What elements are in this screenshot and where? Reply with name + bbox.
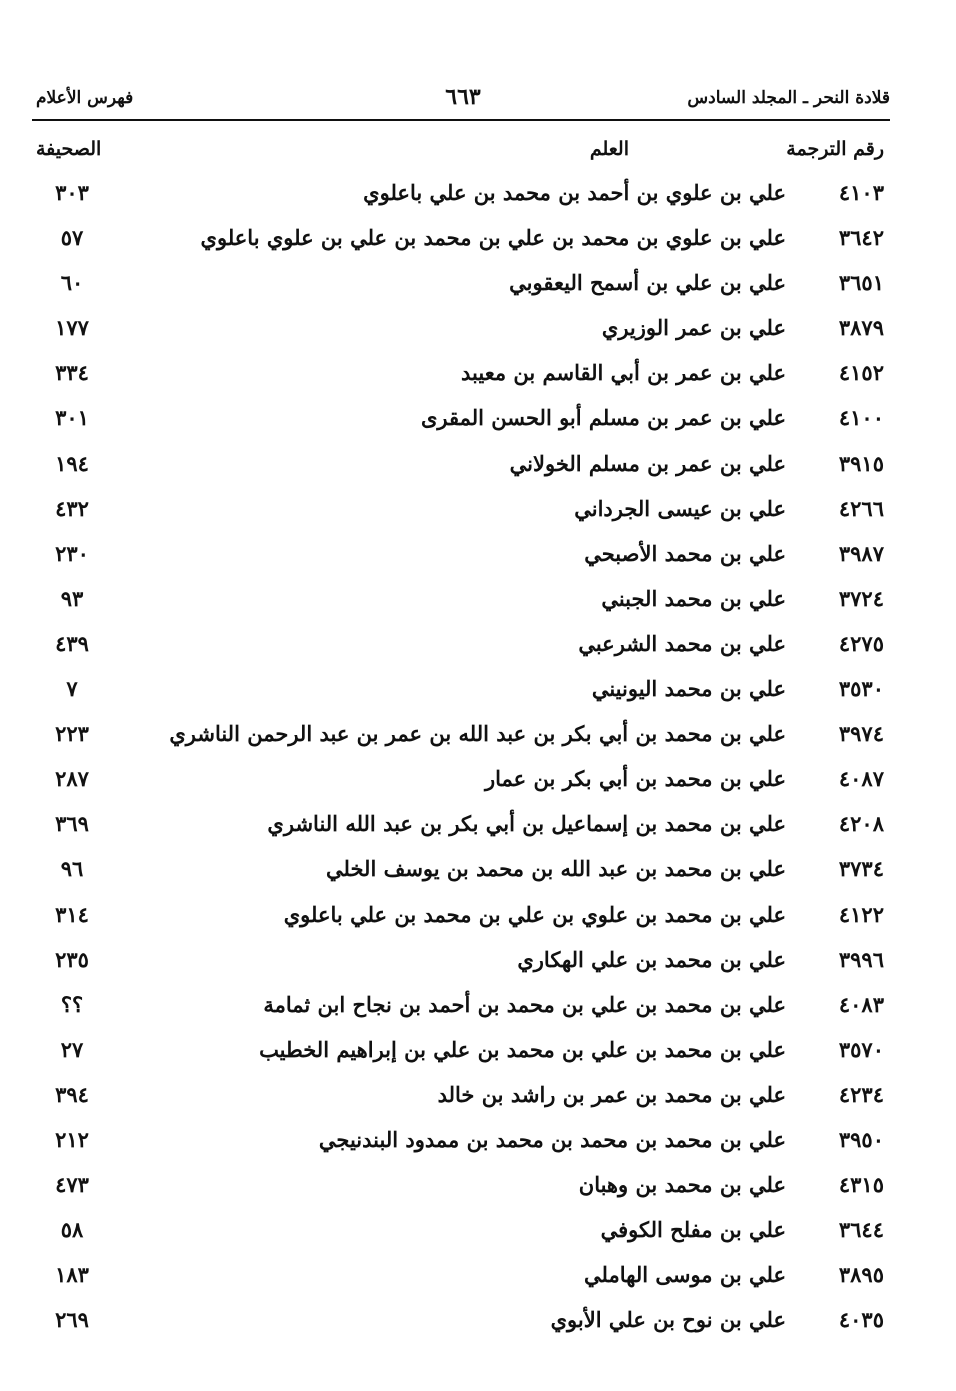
entry-page: ٢٦٩ [55, 1307, 89, 1333]
entry-number: ٣٨٩٥ [838, 1262, 884, 1288]
index-entry [36, 578, 884, 623]
entry-page: ٥٧ [60, 225, 84, 251]
index-entry [36, 533, 884, 578]
entry-number: ٤١٥٢ [838, 360, 884, 386]
index-entry [36, 939, 884, 984]
entry-page: ١٨٣ [55, 1262, 89, 1288]
column-header-page: الصحيفة [36, 138, 102, 160]
header-rule [32, 119, 890, 121]
entry-number: ٤٠٨٣ [838, 991, 884, 1017]
column-headers [36, 134, 884, 168]
entry-page: ٤٣٩ [55, 630, 89, 656]
entry-name: علي بن محمد بن محمد بن محمد بن ممدود البندنيجي [318, 1126, 786, 1152]
index-entry [36, 1119, 884, 1164]
index-entry [36, 623, 884, 668]
entry-number: ٤٠٣٥ [838, 1307, 884, 1333]
entry-page: ٧ [66, 676, 78, 702]
entry-page: ٣٠٣ [55, 180, 89, 205]
entry-page: ٤٣٢ [55, 495, 89, 521]
index-entry [36, 848, 884, 893]
entry-number: ٣٩١٥ [838, 450, 884, 476]
running-head [36, 82, 890, 118]
index-entry [36, 1164, 884, 1209]
index-entry [36, 758, 884, 803]
entry-number: ٤١٠٣ [838, 180, 884, 205]
entry-number: ٤٢٦٦ [838, 495, 884, 521]
entry-page: ٣٦٩ [55, 811, 89, 837]
index-entry [36, 984, 884, 1029]
entry-page: ٣٩٤ [55, 1081, 89, 1107]
entry-number: ٣٦٤٢ [838, 225, 884, 251]
index-entry [36, 172, 884, 217]
entry-name: علي بن عمر بن مسلم الخولاني [509, 450, 786, 476]
entry-name: علي بن نوح بن علي الأبوي [550, 1307, 786, 1333]
entry-page: ٩٣ [60, 585, 84, 611]
entry-name: علي بن محمد اليونيني [591, 676, 786, 702]
entry-number: ٣٩٥٠ [838, 1126, 884, 1152]
page-number: ٦٦٣ [445, 84, 481, 110]
entry-name: علي بن محمد الجبني [601, 585, 786, 611]
entry-name: علي بن محمد الشرعبي [578, 630, 786, 656]
entry-number: ٤١٠٠ [838, 405, 884, 431]
entry-name: علي بن محمد بن أبي بكر بن عبد الله بن عمر بن عبد الرحمن الناشري [169, 721, 786, 747]
index-entry [36, 262, 884, 307]
entry-page: ١٩٤ [55, 450, 89, 476]
index-entry [36, 307, 884, 352]
entry-page: ٥٨ [60, 1217, 84, 1243]
entry-name: علي بن محمد بن عبد الله بن محمد بن يوسف الخلي [326, 856, 786, 882]
index-entry [36, 1254, 884, 1299]
index-entry [36, 443, 884, 488]
entry-name: علي بن محمد الأصبحي [584, 540, 786, 566]
entry-page: ٢٧ [60, 1036, 84, 1062]
entry-name: علي بن محمد بن أبي بكر بن عمار [484, 766, 786, 792]
entry-page: ٤٧٣ [55, 1172, 89, 1198]
entry-number: ٣٩٧٤ [838, 721, 884, 747]
entry-name: علي بن علوي بن محمد بن علي بن محمد بن علي بن علوي باعلوي [200, 225, 786, 251]
entry-number: ٣٧٢٤ [838, 585, 884, 611]
index-entry [36, 217, 884, 262]
index-entry [36, 803, 884, 848]
entry-name: علي بن علي بن أسمح اليعقوبي [509, 270, 786, 296]
index-entry [36, 1029, 884, 1074]
entry-name: علي بن مفلح الكوفي [600, 1217, 786, 1243]
entry-number: ٤٢٧٥ [838, 630, 884, 656]
index-entry [36, 713, 884, 758]
book-title: قلادة النحر ـ المجلد السادس [687, 88, 890, 108]
entry-page: ٦٠ [60, 270, 84, 296]
entry-page: ٣٣٤ [55, 360, 89, 386]
entry-name: علي بن محمد بن علوي بن علي بن محمد بن علي باعلوي [283, 901, 786, 927]
entry-number: ٣٧٣٤ [838, 856, 884, 882]
entry-number: ٣٥٣٠ [838, 676, 884, 702]
index-entry [36, 1299, 884, 1344]
entry-page: ٣١٤ [55, 901, 89, 927]
entry-number: ٣٩٨٧ [838, 540, 884, 566]
entry-name: علي بن محمد بن وهبان [578, 1172, 786, 1198]
entry-page: ٢٣٥ [55, 946, 89, 972]
column-header-number: رقم الترجمة [786, 138, 884, 160]
index-entry [36, 352, 884, 397]
index-entry [36, 1209, 884, 1254]
entry-name: علي بن عمر الوزيري [601, 315, 786, 341]
entry-name: علي بن محمد بن علي بن محمد بن علي بن إبراهيم الخطيب [259, 1036, 786, 1062]
entry-name: علي بن موسى الهاملي [584, 1262, 786, 1288]
index-entry [36, 1074, 884, 1119]
entry-name: علي بن علوي بن أحمد بن محمد بن علي باعلوي [363, 180, 786, 205]
entry-number: ٤٢٣٤ [838, 1081, 884, 1107]
entry-name: علي بن محمد بن إسماعيل بن أبي بكر بن عبد الله الناشري [267, 811, 786, 837]
index-entry [36, 894, 884, 939]
entry-number: ٣٨٧٩ [838, 315, 884, 341]
entry-page: ٢٣٠ [55, 540, 89, 566]
entry-page: ٢١٢ [55, 1126, 89, 1152]
entry-number: ٤٣١٥ [838, 1172, 884, 1198]
entry-page: ٣٠١ [55, 405, 89, 431]
index-entries [36, 172, 884, 1344]
entry-name: علي بن محمد بن علي الهكاري [517, 946, 786, 972]
entry-page: ٩٦ [60, 856, 84, 882]
entry-name: علي بن محمد بن عمر بن راشد بن خالد [437, 1081, 786, 1107]
entry-name: علي بن عمر بن مسلم أبو الحسن المقرى [420, 405, 786, 431]
entry-number: ٣٩٩٦ [838, 946, 884, 972]
index-entry [36, 397, 884, 442]
entry-number: ٣٦٥١ [838, 270, 884, 296]
entry-number: ٣٦٤٤ [838, 1217, 884, 1243]
index-entry [36, 668, 884, 713]
entry-page: ١٧٧ [55, 315, 89, 341]
entry-name: علي بن عمر بن أبي القاسم بن معيبد [461, 360, 786, 386]
entry-page: ؟؟ [60, 991, 84, 1017]
entry-page: ٢٨٧ [55, 766, 89, 792]
entry-page: ٢٢٣ [55, 721, 89, 747]
entry-number: ٤١٢٢ [838, 901, 884, 927]
entry-number: ٣٥٧٠ [838, 1036, 884, 1062]
entry-name: علي بن عيسى الجرداني [574, 495, 786, 521]
entry-name: علي بن محمد بن علي بن محمد بن أحمد بن نجاح ابن ثمامة [263, 991, 786, 1017]
entry-number: ٤٢٠٨ [838, 811, 884, 837]
entry-number: ٤٠٨٧ [838, 766, 884, 792]
section-title: فهرس الأعلام [36, 88, 134, 108]
column-header-name: العلم [589, 138, 629, 160]
index-entry [36, 488, 884, 533]
